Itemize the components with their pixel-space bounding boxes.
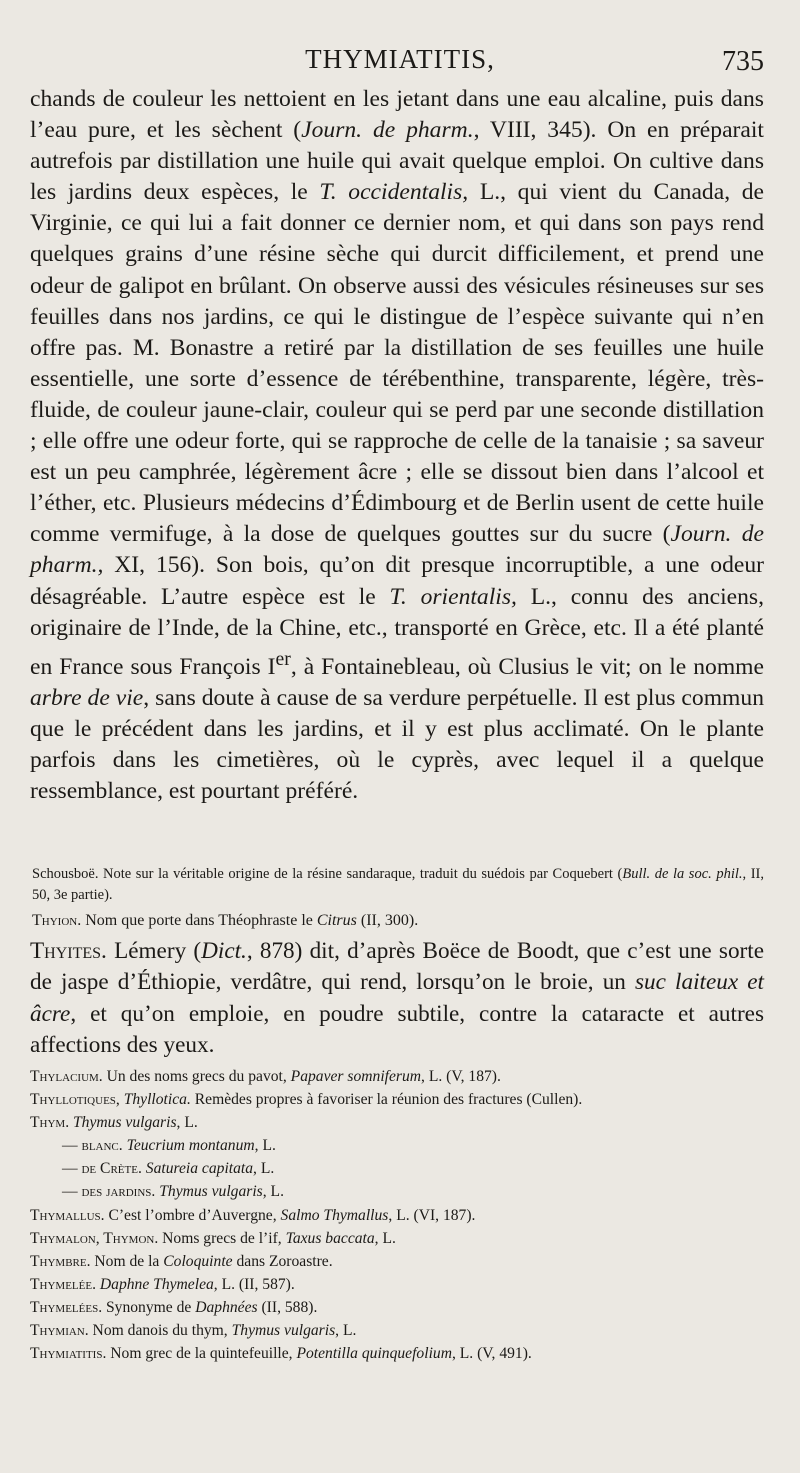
text-run: XI, 156). Son bois, qu’on dit presque incorruptible, a une odeur désagréable. L’autre espèce est le (30, 552, 764, 610)
thyion-entry (32, 910, 764, 931)
note-reference: Bull. de la soc. phil. (622, 866, 743, 882)
entry-italic: Thyllotica. (123, 1091, 191, 1109)
entry-term: — de Crète. (62, 1160, 142, 1178)
dictionary-entries (30, 1065, 770, 1365)
running-title: THYMIATITIS, (305, 44, 495, 74)
entry-text: , L. (V, 187). (421, 1068, 501, 1085)
entry-italic: Daphnées (195, 1298, 258, 1316)
text-run: L., connu des anciens, originaire de l’Inde, de la Chine, etc., transporté en Grèce, etc. Il a été planté en France sous François I (30, 583, 765, 680)
dictionary-entry (30, 1319, 770, 1342)
dictionary-entry (30, 1204, 770, 1227)
entry-text: , L. (176, 1114, 198, 1132)
entry-italic: Citrus (316, 912, 357, 929)
thyites-paragraph (30, 936, 764, 1061)
entry-term: Thymian. (30, 1322, 89, 1340)
entry-term: Thymelées. (30, 1298, 103, 1316)
entry-term: Thymelée. (30, 1275, 96, 1293)
running-header (0, 44, 800, 84)
entry-term: Thym. (30, 1114, 70, 1132)
entry-term: Thymbre. (30, 1252, 91, 1270)
entry-text: Nom que porte dans Théophraste le (81, 912, 317, 929)
thuya-paragraph (30, 84, 764, 807)
entry-text: , L. (VI, 187). (388, 1206, 476, 1224)
main-paragraph (30, 84, 764, 807)
entry-term: Thymallus. (30, 1206, 105, 1224)
entry-text: , (115, 1091, 124, 1109)
entry-text: , L. (253, 1160, 275, 1178)
entry-text: dans Zoroastre. (232, 1252, 333, 1270)
entry-text: Nom de la (90, 1252, 164, 1270)
entry-italic: Daphne Thymelea (99, 1275, 214, 1293)
entry-italic: Salmo Thymallus (280, 1206, 389, 1224)
entry-italic: Coloquinte (163, 1252, 233, 1270)
text-run: , à Fontainebleau, où Clusius le vit; on le nomme (290, 653, 765, 680)
entry-italic: Potentilla quinquefolium (296, 1345, 452, 1363)
dictionary-entry (30, 1250, 770, 1273)
entry-text: Remèdes propres à favoriser la réunion des fractures (Cullen). (190, 1091, 583, 1109)
species-name: T. orientalis, (389, 583, 517, 610)
text-run: , sans doute à cause de sa verdure perpétuelle. Il est plus commun que le précédent dans les jardins, et il y est plus acclimaté. On le plante parfois dans les cimetières, où le cyprès, avec lequel il a quelque ressemblance, est pourtant préféré. (30, 684, 764, 804)
entry-italic: Teucrium montanum (126, 1137, 255, 1155)
entry-term: Thymalon, Thymon. (30, 1229, 159, 1247)
entry-italic: Taxus baccata (285, 1229, 375, 1247)
entry-text: Lémery ( (106, 938, 202, 964)
entry-italic: Thymus vulgaris (231, 1322, 336, 1340)
entry-italic: Satureia capitata (145, 1160, 254, 1178)
dictionary-entry (30, 1273, 770, 1296)
entry-text: Un des noms grecs du pavot, (102, 1068, 291, 1085)
entry-text: , 878) dit, d’après Boëce de Boodt, que c’est une sorte de jaspe d’Éthiopie, verdâtre, qui rend, lorsqu’on le broie, un (30, 938, 765, 996)
dictionary-subentry (30, 1134, 770, 1157)
entry-text: , L. (II, 587). (213, 1275, 295, 1293)
entry-italic: Papaver somniferum (290, 1068, 422, 1085)
entry-term: Thylacium. (30, 1068, 103, 1085)
entry-term: Thyion. (32, 912, 82, 929)
bibliography-note (32, 864, 764, 906)
entry-text: (II, 300). (356, 912, 419, 929)
entry-text: (II, 588). (257, 1298, 318, 1316)
dictionary-subentry (30, 1157, 770, 1180)
entry-text: , L. (V, 491). (451, 1345, 532, 1363)
entry-italic: suc laiteux et âcre (30, 969, 764, 1027)
entry-text: Noms grecs de l’if, (158, 1229, 286, 1247)
text-run: , VIII, 345). On en préparait autrefois par distillation une huile qui avait quelque emploi. On cultive dans les jardins deux espèces, le (30, 117, 764, 206)
entry-italic: Thymus vulgaris (73, 1114, 177, 1132)
journal-reference: Journ. de pharm., (30, 521, 764, 579)
entry-term: — blanc. (62, 1137, 123, 1155)
entry-term: — des jardins. (62, 1183, 156, 1201)
dictionary-reference: Dict. (201, 938, 247, 964)
entry-text: , L. (254, 1137, 276, 1155)
entry-term: Thyites. (30, 938, 107, 964)
note-text: , II, 50, 3e partie). (32, 866, 764, 903)
entry-text: , L. (262, 1183, 284, 1201)
journal-reference: Journ. de pharm. (301, 117, 474, 144)
emphasis: arbre de vie (30, 684, 144, 711)
entry-text: Nom danois du thym, (88, 1322, 232, 1340)
dictionary-entry (30, 1296, 770, 1319)
entry-term: Thyllotiques (30, 1091, 116, 1109)
dictionary-entry (30, 1088, 770, 1111)
superscript: er (275, 647, 291, 670)
entry-text: , L. (374, 1229, 396, 1247)
dictionary-entry (30, 1227, 770, 1250)
dictionary-subentry (30, 1180, 770, 1203)
entry-text: Nom grec de la quintefeuille, (106, 1345, 297, 1363)
page-number: 735 (722, 46, 764, 77)
species-name: T. occidentalis, (319, 179, 469, 206)
entry-text: , L. (335, 1322, 357, 1340)
entry-italic: Thymus vulgaris (159, 1183, 263, 1201)
dictionary-entry (30, 1111, 770, 1134)
entry-text: C’est l’ombre d’Auvergne, (104, 1206, 281, 1224)
note-text: Schousboë. Note sur la véritable origine de la résine sandaraque, traduit du suédois par Coquebert ( (32, 866, 623, 882)
entry-text: Synonyme de (102, 1298, 196, 1316)
text-run: L., qui vient du Canada, de Virginie, ce qui lui a fait donner ce dernier nom, et qui dans son pays rend quelques grains d’une résine sèche qui durcit difficilement, et prend une odeur de galipot en brûlant. On observe aussi des vésicules résineuses sur ses feuilles dans nos jardins, ce qui le distingue de l’espèce suivante qui n’en offre pas. M. Bonastre a retiré par la distillation de ses feuilles une huile essentielle, une sorte d’essence de térébenthine, transparente, légère, très-fluide, de couleur jaune-clair, couleur qui se perd par une seconde distillation ; elle offre une odeur forte, qui se rapproche de celle de la tanaisie ; sa saveur est un peu camphrée, légèrement âcre ; elle se dissout bien dans l’alcool et l’éther, etc. Plusieurs médecins d’Édimbourg et de Berlin usent de cette huile comme vermifuge, à la dose de quelques gouttes sur du sucre ( (30, 179, 764, 548)
text-run: chands de couleur les nettoient en les jetant dans une eau alcaline, puis dans l’eau pure, et les sèchent ( (30, 86, 764, 144)
entry-text: , et qu’on emploie, en poudre subtile, contre la cataracte et autres affections des yeux. (30, 1000, 764, 1058)
dictionary-entry (30, 1065, 770, 1088)
entry-term: Thymiatitis. (30, 1345, 107, 1363)
dictionary-entry (30, 1342, 770, 1365)
